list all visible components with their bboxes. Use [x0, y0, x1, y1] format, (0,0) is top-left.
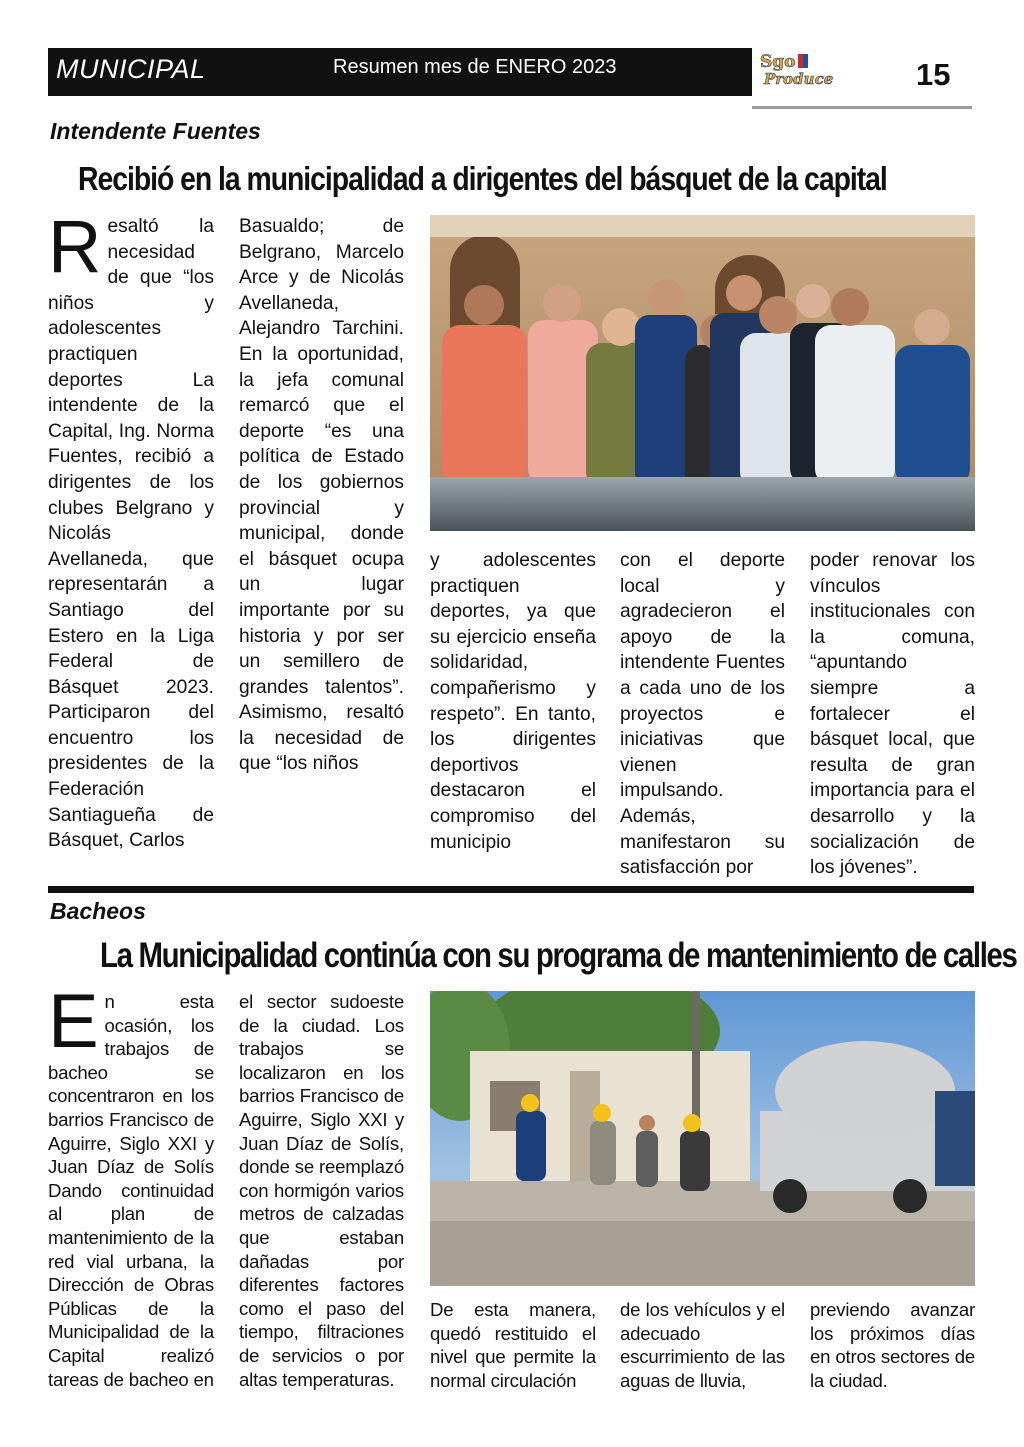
article1-column-4: con el deporte local y agradecieron el apoyo de la intendente Fuentes a cada uno de los proyectos e iniciativas que vienen impulsando. Además, manifestaron su satisfacción por — [620, 550, 785, 879]
flag-icon — [798, 54, 808, 68]
article2-column-2: el sector sudoeste de la ciudad. Los trabajos se localizaron en los barrios Francisco de Aguirre, Siglo XXI y Juan Díaz de Solís, donde se reemplazó con hormigón varios metros de calzadas que estaban dañadas por diferentes factores como el paso del tiempo, filtraciones de servicios o por altas temperaturas. — [239, 991, 404, 1390]
meeting-photo-image — [430, 215, 975, 531]
article1-dropcap: R — [48, 205, 102, 288]
article1-column-5: poder renovar los vínculos institucionales con la comuna, “apuntando siempre a fortalecer el básquet local, que resulta de gran importancia para el desarrollo y la socialización de los jóvenes”. — [810, 550, 975, 879]
logo-text-bottom: Produce — [764, 70, 834, 88]
issue-summary: Resumen mes de ENERO 2023 — [333, 56, 617, 78]
article1-column-2: Basualdo; de Belgrano, Marcelo Arce y de Nicolás Avellaneda, Alejandro Tarchini. En la oportunidad, la jefa comunal remarcó que el deporte “es una política de Estado de los gobiernos provincial y municipal, donde el básquet ocupa un lugar importante por su historia y por ser un semillero de grandes talentos”. Asimismo, resaltó la necesidad de que “los niños — [239, 216, 404, 775]
article2-dropcap: E — [48, 979, 99, 1064]
article2-kicker: Bacheos — [50, 898, 146, 924]
article1-column-3: y adolescentes practiquen deportes, ya que su ejercicio enseña solidaridad, compañerismo y respeto”. En tanto, los dirigentes deportivos destacaron el compromiso del municipio — [430, 550, 596, 853]
article2-col1-text: n esta ocasión, los trabajos de bacheo se concentraron en los barrios Francisco de Aguirre, Siglo XXI y Juan Díaz de Solís Dando continuidad al plan de mantenimiento de la red vial urbana, la Dirección de Obras Públicas de la Municipalidad de la Capital realizó tareas de bacheo en — [48, 991, 214, 1390]
header-rule — [752, 106, 972, 109]
logo-text-top: Sgo — [760, 52, 796, 72]
article1-headline: Recibió en la municipalidad a dirigentes del básquet de la capital — [78, 160, 887, 197]
article2-headline: La Municipalidad continúa con su programa de mantenimiento de calles — [100, 936, 1017, 975]
publication-logo — [760, 54, 900, 94]
article2-column-4: de los vehículos y el adecuado escurrimiento de las aguas de lluvia, — [620, 1299, 785, 1391]
article1-column-1 — [48, 205, 214, 854]
article-divider — [48, 886, 974, 893]
section-title: MUNICIPAL — [56, 54, 206, 84]
article1-col1-text: esaltó la necesidad de que “los niños y adolescentes practiquen deportes La intendente de la Capital, Ing. Norma Fuentes, recibió a dirigentes de los clubes Belgrano y Nicolás Avellaneda, que representarán a Santiago del Estero en la Liga Federal de Básquet 2023. Participaron del encuentro los presidentes de la Federación Santiagueña de Básquet, Carlos — [48, 216, 214, 852]
roadwork-photo — [430, 991, 975, 1286]
article2-column-5: previendo avanzar los próximos días en otros sectores de la ciudad. — [810, 1299, 975, 1391]
article2-column-1 — [48, 979, 214, 1391]
article1-kicker: Intendente Fuentes — [50, 118, 261, 144]
page-number: 15 — [916, 57, 951, 92]
meeting-photo — [430, 215, 975, 531]
article2-column-3: De esta manera, quedó restituido el nivel que permite la normal circulación — [430, 1299, 596, 1391]
roadwork-photo-image — [430, 991, 975, 1286]
